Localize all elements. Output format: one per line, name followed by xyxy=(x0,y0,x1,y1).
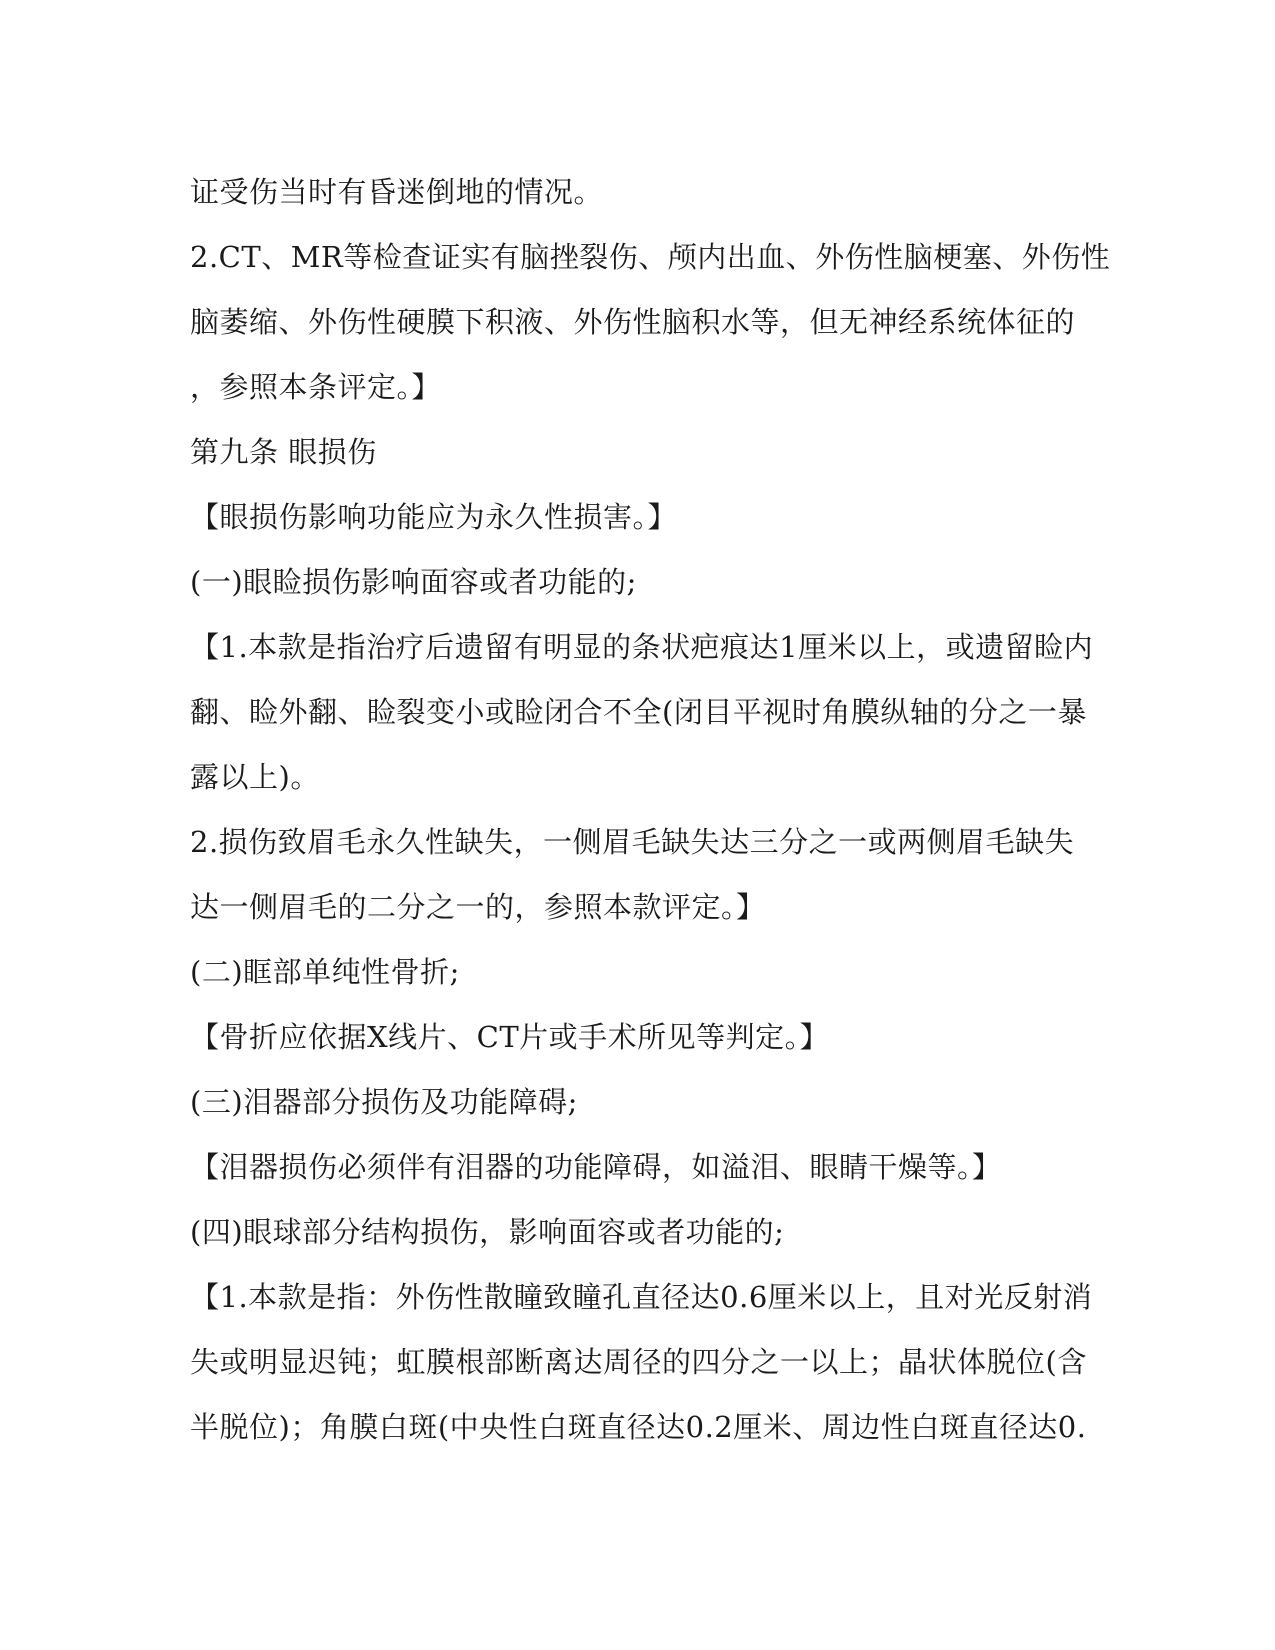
text-line: 翻、睑外翻、睑裂变小或睑闭合不全(闭目平视时角膜纵轴的分之一暴 xyxy=(190,695,1087,729)
text-line: 失或明显迟钝；虹膜根部断离达周径的四分之一以上；晶状体脱位(含 xyxy=(190,1345,1087,1379)
text-line: 【1.本款是指：外伤性散瞳致瞳孔直径达0.6厘米以上，且对光反射消 xyxy=(190,1280,1093,1314)
text-line: 【骨折应依据X线片、CT片或手术所见等判定。】 xyxy=(190,1020,830,1054)
text-line: 【1.本款是指治疗后遗留有明显的条状疤痕达1厘米以上，或遗留睑内 xyxy=(190,630,1094,664)
text-line: 2.CT、MR等检查证实有脑挫裂伤、颅内出血、外伤性脑梗塞、外伤性 xyxy=(190,240,1111,274)
text-line: 半脱位)；角膜白斑(中央性白斑直径达0.2厘米、周边性白斑直径达0. xyxy=(190,1410,1087,1444)
document-body xyxy=(190,160,1111,1460)
text-line: 【眼损伤影响功能应为永久性损害。】 xyxy=(190,500,678,534)
text-line: 2.损伤致眉毛永久性缺失，一侧眉毛缺失达三分之一或两侧眉毛缺失 xyxy=(190,825,1075,859)
text-line: 达一侧眉毛的二分之一的，参照本款评定。】 xyxy=(190,890,766,924)
text-line: 证受伤当时有昏迷倒地的情况。 xyxy=(190,175,604,209)
clause-item: (一)眼睑损伤影响面容或者功能的; xyxy=(190,565,637,599)
text-line: 脑萎缩、外伤性硬膜下积液、外伤性脑积水等，但无神经系统体征的 xyxy=(190,305,1076,339)
clause-item: (三)泪器部分损伤及功能障碍; xyxy=(190,1085,578,1119)
text-line: ，参照本条评定。】 xyxy=(190,370,442,404)
text-line: 【泪器损伤必须伴有泪器的功能障碍，如溢泪、眼睛干燥等。】 xyxy=(190,1150,1002,1184)
clause-item: (四)眼球部分结构损伤，影响面容或者功能的; xyxy=(190,1215,785,1249)
clause-item: (二)眶部单纯性骨折; xyxy=(190,955,460,989)
text-line: 露以上)。 xyxy=(190,760,320,794)
section-heading: 第九条 眼损伤 xyxy=(190,435,377,469)
